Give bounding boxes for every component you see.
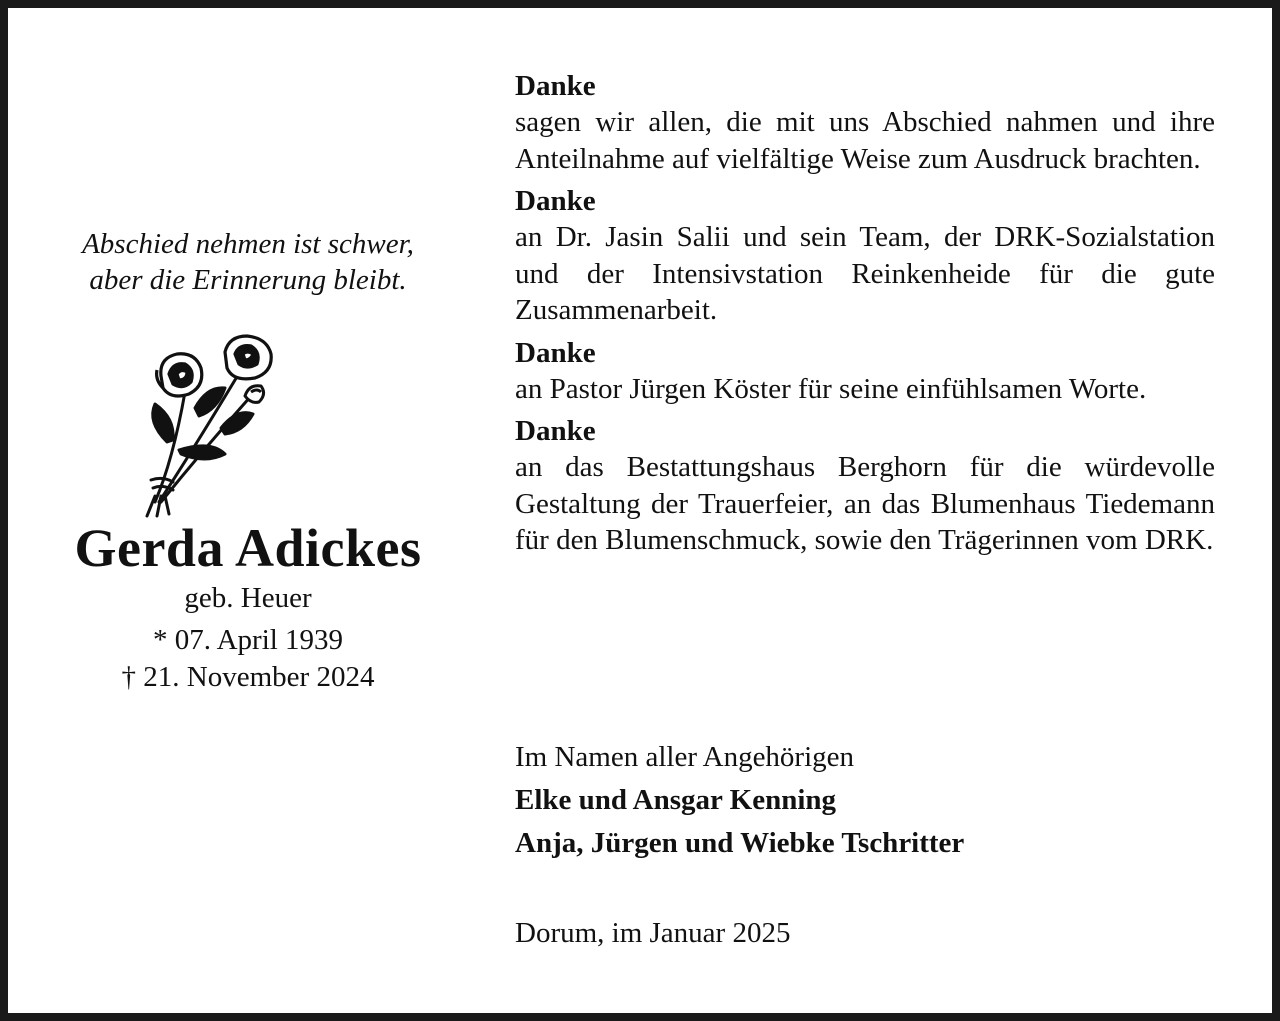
quote-line-2: aber die Erinnerung bleibt. [89, 264, 407, 296]
thanks-heading: Danke [515, 336, 596, 369]
birth-date: * 07. April 1939 [152, 624, 344, 656]
thanks-block-2 [515, 183, 1215, 329]
place-date: Dorum, im Januar 2025 [515, 917, 791, 949]
memorial-quote [38, 226, 458, 298]
signature-names-2: Anja, Jürgen und Wiebke Tschritter [515, 827, 965, 859]
signature-names-1: Elke und Ansgar Kenning [515, 784, 837, 816]
death-date: † 21. November 2024 [121, 661, 375, 693]
deceased-name: Gerda Adickes [74, 518, 422, 578]
thanks-text: an das Bestattungshaus Berghorn für die würdevolle Gestaltung der Trauerfeier, an das Blumenhaus Tiedemann für den Blumenschmuck, sowie den Trägerinnen vom DRK. [515, 451, 1215, 556]
thanks-column [515, 68, 1215, 565]
roses-icon [133, 330, 293, 520]
thanks-heading: Danke [515, 415, 596, 447]
signature-intro: Im Namen aller Angehörigen [515, 741, 855, 773]
quote-line-1: Abschied nehmen ist schwer, [82, 228, 414, 260]
thanks-block-4 [515, 413, 1215, 559]
thanks-block-1 [515, 68, 1215, 177]
thanks-text: sagen wir allen, die mit uns Abschied nahmen und ihre Anteilnahme auf vielfältige Weise zum Ausdruck brachten. [515, 106, 1215, 175]
thanks-text: an Pastor Jürgen Köster für seine einfühlsamen Worte. [515, 372, 1147, 405]
thanks-block-3 [515, 335, 1215, 408]
thanks-heading: Danke [515, 70, 596, 102]
maiden-name: geb. Heuer [184, 582, 312, 614]
thanks-text: an Dr. Jasin Salii und sein Team, der DRK-Sozialstation und der Intensivstation Reinkenheide für die gute Zusammenarbeit. [515, 221, 1215, 326]
thanks-heading: Danke [515, 185, 596, 217]
